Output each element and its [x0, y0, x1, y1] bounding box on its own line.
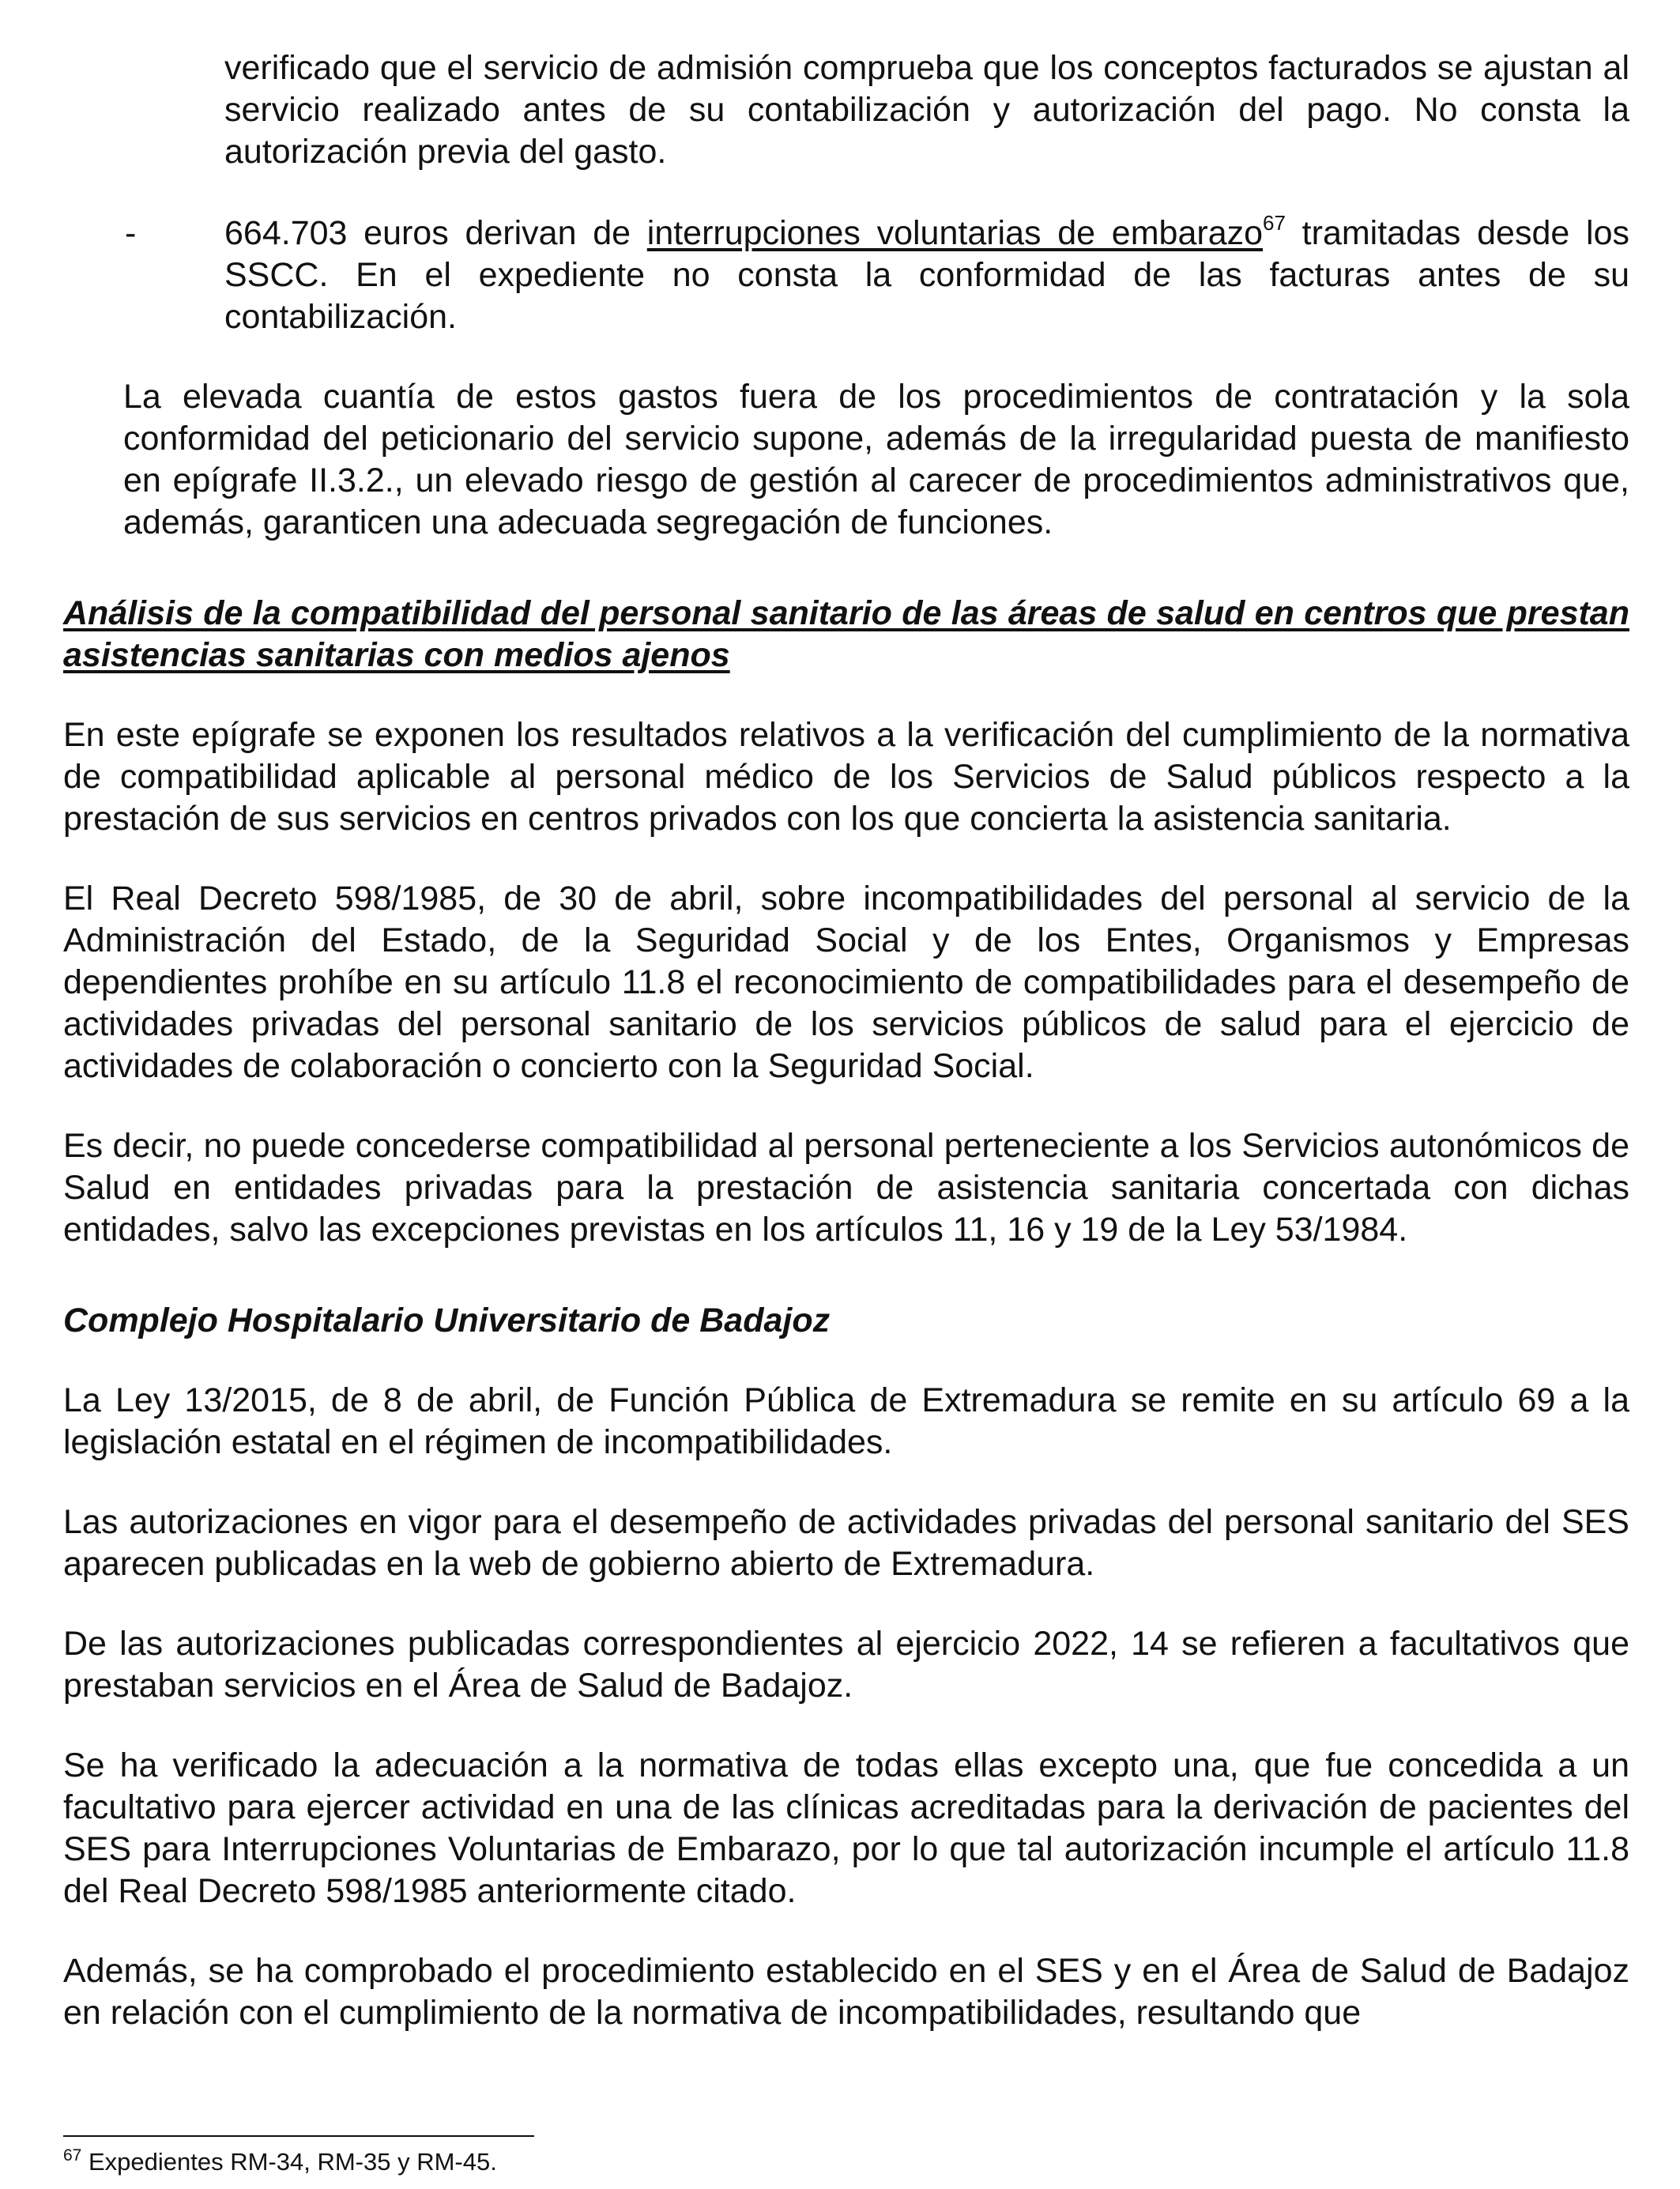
list-item-text-end: tramitadas desde los SSCC. En el expediente no consta la conformidad de las facturas antes de su contabilización. [224, 214, 1629, 336]
section-paragraph: El Real Decreto 598/1985, de 30 de abril, sobre incompatibilidades del personal al servicio de la Administración del Estado, de la Seguridad Social y de los Entes, Organismos y Empresas dependientes prohíbe en su artículo 11.8 el reconocimiento de compatibilidades para el desempeño de actividades privadas del personal sanitario de los servicios públicos de salud para el ejercicio de actividades de colaboración o concierto con la Seguridad Social. [63, 880, 1629, 1085]
footnote [63, 2146, 497, 2178]
footnote-separator [63, 2135, 534, 2137]
section-heading: Análisis de la compatibilidad del personal sanitario de las áreas de salud en centros que prestan asistencias sanitarias con medios ajenos [63, 594, 1629, 674]
list-item [63, 213, 1629, 338]
underlined-term: interrupciones voluntarias de embarazo [646, 214, 1264, 252]
subsection-paragraph: De las autorizaciones publicadas correspondientes al ejercicio 2022, 14 se refieren a facultativos que prestaban servicios en el Área de Salud de Badajoz. [63, 1625, 1629, 1705]
subsection-paragraph: Se ha verificado la adecuación a la normativa de todas ellas excepto una, que fue concedida a un facultativo para ejercer actividad en una de las clínicas acreditadas para la derivación de pacientes del SES para Interrupciones Voluntarias de Embarazo, por lo que tal autorización incumple el artículo 11.8 del Real Decreto 598/1985 anteriormente citado. [63, 1746, 1629, 1910]
subsection-paragraph: La Ley 13/2015, de 8 de abril, de Función Pública de Extremadura se remite en su artículo 69 a la legislación estatal en el régimen de incompatibilidades. [63, 1381, 1629, 1461]
footnote-text: Expedientes RM-34, RM-35 y RM-45. [81, 2148, 497, 2176]
footnote-number: 67 [63, 2146, 82, 2165]
footnote-reference[interactable]: 67 [1263, 211, 1286, 235]
subsection-heading: Complejo Hospitalario Universitario de Badajoz [63, 1302, 831, 1339]
risk-paragraph: La elevada cuantía de estos gastos fuera de los procedimientos de contratación y la sola conformidad del peticionario del servicio supone, además de la irregularidad puesta de manifiesto en epígrafe II.3.2., un elevado riesgo de gestión al carecer de procedimientos administrativos que, además, garanticen una adecuada segregación de funciones. [123, 378, 1629, 541]
continuation-paragraph: verificado que el servicio de admisión comprueba que los conceptos facturados se ajustan al servicio realizado antes de su contabilización y autorización del pago. No consta la autorización previa del gasto. [224, 49, 1629, 171]
section-paragraph: En este epígrafe se exponen los resultados relativos a la verificación del cumplimiento de la normativa de compatibilidad aplicable al personal médico de los Servicios de Salud públicos respecto a la prestación de sus servicios en centros privados con los que concierta la asistencia sanitaria. [63, 716, 1629, 838]
document-page [63, 47, 1629, 2034]
list-item-text-start: 664.703 euros derivan de [224, 214, 647, 252]
list-dash: - [125, 214, 137, 252]
section-paragraph: Es decir, no puede concederse compatibilidad al personal perteneciente a los Servicios autonómicos de Salud en entidades privadas para la prestación de asistencia sanitaria concertada con dichas entidades, salvo las excepciones previstas en los artículos 11, 16 y 19 de la Ley 53/1984. [63, 1127, 1629, 1249]
subsection-paragraph: Las autorizaciones en vigor para el desempeño de actividades privadas del personal sanitario del SES aparecen publicadas en la web de gobierno abierto de Extremadura. [63, 1503, 1629, 1583]
subsection-paragraph: Además, se ha comprobado el procedimiento establecido en el SES y en el Área de Salud de Badajoz en relación con el cumplimiento de la normativa de incompatibilidades, resultando que [63, 1952, 1629, 2032]
